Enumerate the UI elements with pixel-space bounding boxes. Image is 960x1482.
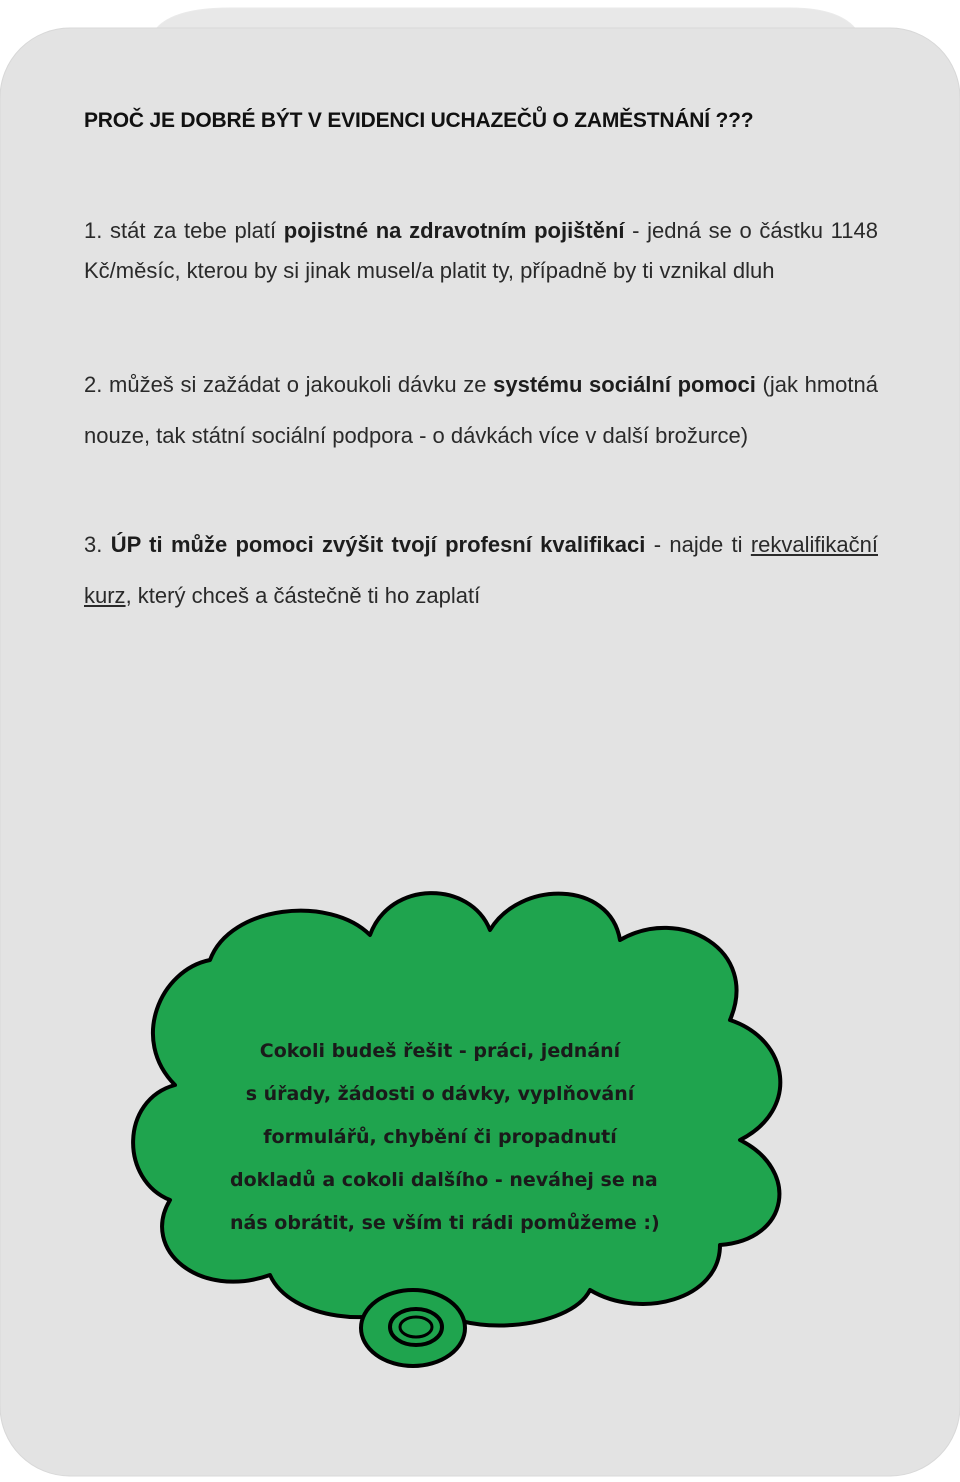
cloud-line: dokladů a cokoli dalšího - neváhej se na <box>230 1169 658 1191</box>
cloud-line: Cokoli budeš řešit - práci, jednání <box>259 1040 621 1062</box>
main-content <box>84 108 878 621</box>
item-underlined-text: rekvalifikační kurz <box>84 532 878 609</box>
item-text: - najde ti <box>645 532 751 558</box>
item-number: 3. <box>84 532 103 558</box>
cloud-line: formulářů, chybění či propadnutí <box>263 1126 617 1148</box>
cloud-line: nás obrátit, se vším ti rádi pomůžeme :) <box>230 1212 660 1234</box>
list-item-1 <box>84 211 878 291</box>
item-bold-text: systému sociální pomoci <box>493 372 756 398</box>
cloud-message <box>230 1030 660 1245</box>
item-bold-text: ÚP ti může pomoci zvýšit tvojí profesní kvalifikaci <box>110 532 646 558</box>
item-text: můžeš si zažádat o jakoukoli dávku ze <box>102 372 494 398</box>
list-item-3 <box>84 519 878 621</box>
thought-bubble-inner <box>400 1317 432 1337</box>
item-number: 1. <box>84 218 103 244</box>
page-title: PROČ JE DOBRÉ BÝT V EVIDENCI UCHAZEČŮ O ZAMĚSTNÁNÍ ??? <box>84 109 754 132</box>
item-number: 2. <box>84 372 103 398</box>
item-text: (jak hmotná nouze, tak státní sociální podpora - o dávkách více v další brožurce) <box>84 372 878 449</box>
item-text: - jedná se o částku 1148 Kč/měsíc, kterou by si jinak musel/a platit ty, případně by ti vznikal dluh <box>84 218 878 284</box>
item-bold-text: pojistné na zdravotním pojištění <box>283 218 625 244</box>
cloud-line: s úřady, žádosti o dávky, vyplňování <box>245 1083 635 1105</box>
list-item-2 <box>84 359 878 461</box>
item-text: , který chceš a částečně ti ho zaplatí <box>125 583 481 609</box>
item-text: stát za tebe platí <box>102 218 284 244</box>
